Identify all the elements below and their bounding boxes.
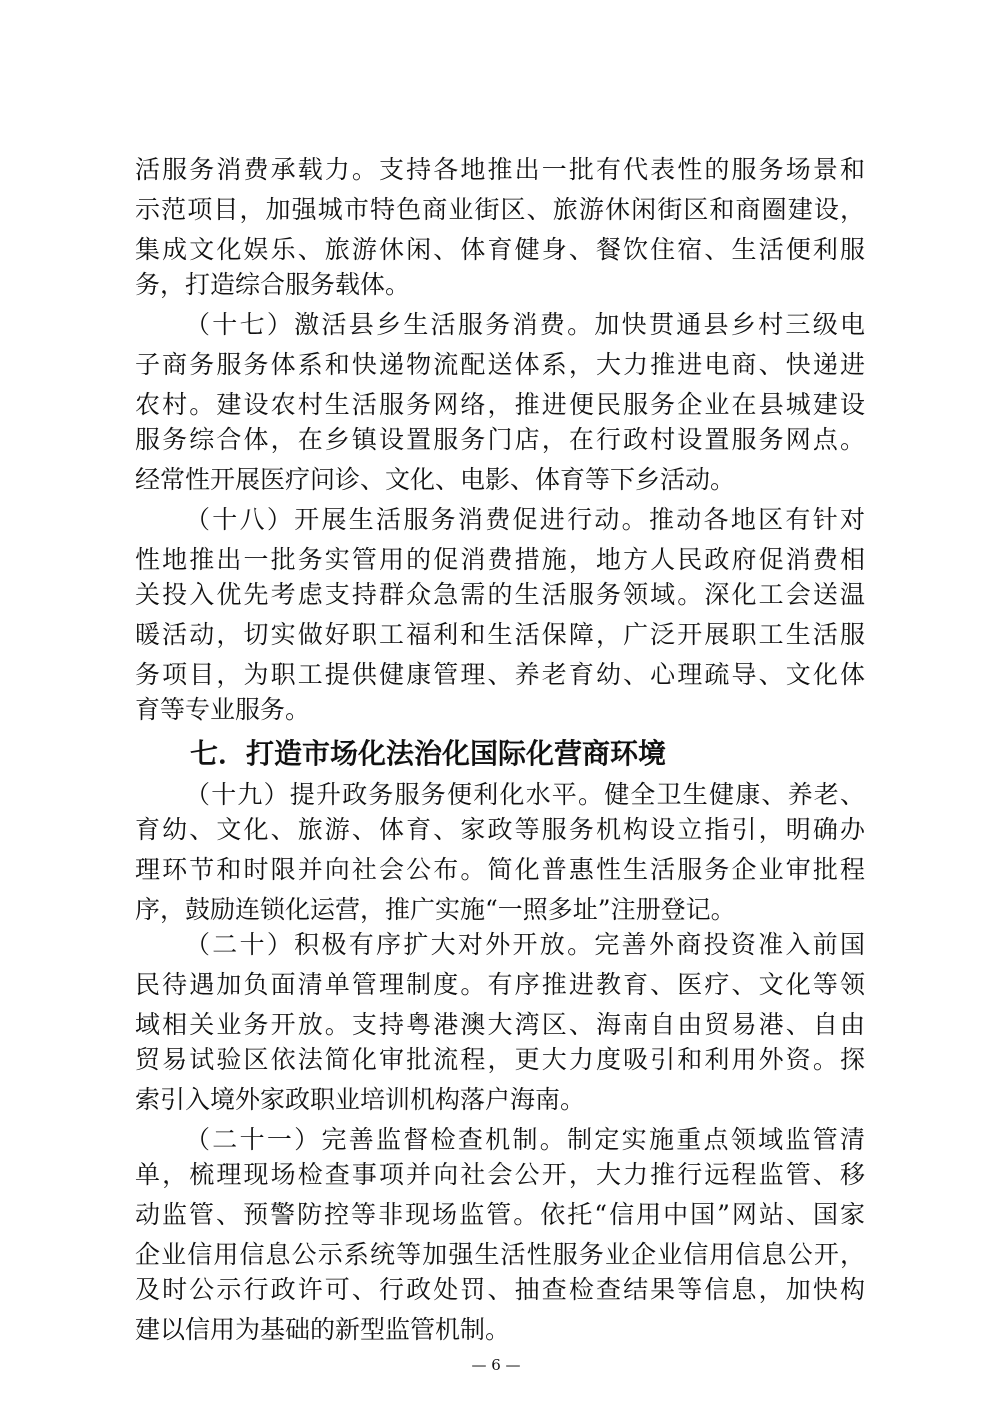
page-number: — 6 — (471, 1356, 521, 1374)
text-line: 育幼、文化、旅游、体育、家政等服务机构设立指引，明确办 (135, 815, 865, 844)
text-line: 务，打造综合服务载体。 (135, 270, 411, 299)
paragraph-start-line: （十九）提升政务服务便利化水平。健全卫生健康、养老、 (185, 780, 865, 809)
text-line: 活服务消费承载力。支持各地推出一批有代表性的服务场景和 (135, 155, 865, 184)
text-line: 务项目，为职工提供健康管理、养老育幼、心理疏导、文化体 (135, 660, 865, 689)
section-heading: 七．打造市场化法治化国际化营商环境 (190, 737, 667, 770)
paragraph-start-line: （十七）激活县乡生活服务消费。加快贯通县乡村三级电 (185, 310, 865, 339)
text-line: 企业信用信息公示系统等加强生活性服务业企业信用信息公开， (135, 1240, 865, 1269)
text-line: 育等专业服务。 (135, 695, 311, 724)
text-line: 性地推出一批务实管用的促消费措施，地方人民政府促消费相 (135, 545, 865, 574)
text-line: 理环节和时限并向社会公布。简化普惠性生活服务企业审批程 (135, 855, 865, 884)
text-line: 子商务服务体系和快递物流配送体系，大力推进电商、快递进 (135, 350, 865, 379)
paragraph-start-line: （十八）开展生活服务消费促进行动。推动各地区有针对 (185, 505, 865, 534)
text-line: 服务综合体，在乡镇设置服务门店，在行政村设置服务网点。 (135, 425, 865, 454)
paragraph-start-line: （二十）积极有序扩大对外开放。完善外商投资准入前国 (185, 930, 865, 959)
text-line: 暖活动，切实做好职工福利和生活保障，广泛开展职工生活服 (135, 620, 865, 649)
text-line: 民待遇加负面清单管理制度。有序推进教育、医疗、文化等领 (135, 970, 865, 999)
text-line: 示范项目，加强城市特色商业街区、旅游休闲街区和商圈建设， (135, 195, 865, 224)
text-line: 农村。建设农村生活服务网络，推进便民服务企业在县城建设 (135, 390, 865, 419)
text-line: 集成文化娱乐、旅游休闲、体育健身、餐饮住宿、生活便利服 (135, 235, 865, 264)
text-line: 贸易试验区依法简化审批流程，更大力度吸引和利用外资。探 (135, 1045, 865, 1074)
paragraph-start-line: （二十一）完善监督检查机制。制定实施重点领域监管清 (185, 1125, 865, 1154)
text-line: 建以信用为基础的新型监管机制。 (135, 1315, 511, 1344)
text-line: 序，鼓励连锁化运营，推广实施“一照多址”注册登记。 (135, 895, 736, 924)
text-line: 索引入境外家政职业培训机构落户海南。 (135, 1085, 586, 1114)
text-line: 关投入优先考虑支持群众急需的生活服务领域。深化工会送温 (135, 580, 865, 609)
text-line: 经常性开展医疗问诊、文化、电影、体育等下乡活动。 (135, 465, 736, 494)
text-line: 动监管、预警防控等非现场监管。依托“信用中国”网站、国家 (135, 1200, 865, 1229)
text-line: 域相关业务开放。支持粤港澳大湾区、海南自由贸易港、自由 (135, 1010, 865, 1039)
text-line: 单，梳理现场检查事项并向社会公开，大力推行远程监管、移 (135, 1160, 865, 1189)
text-line: 及时公示行政许可、行政处罚、抽查检查结果等信息，加快构 (135, 1275, 865, 1304)
